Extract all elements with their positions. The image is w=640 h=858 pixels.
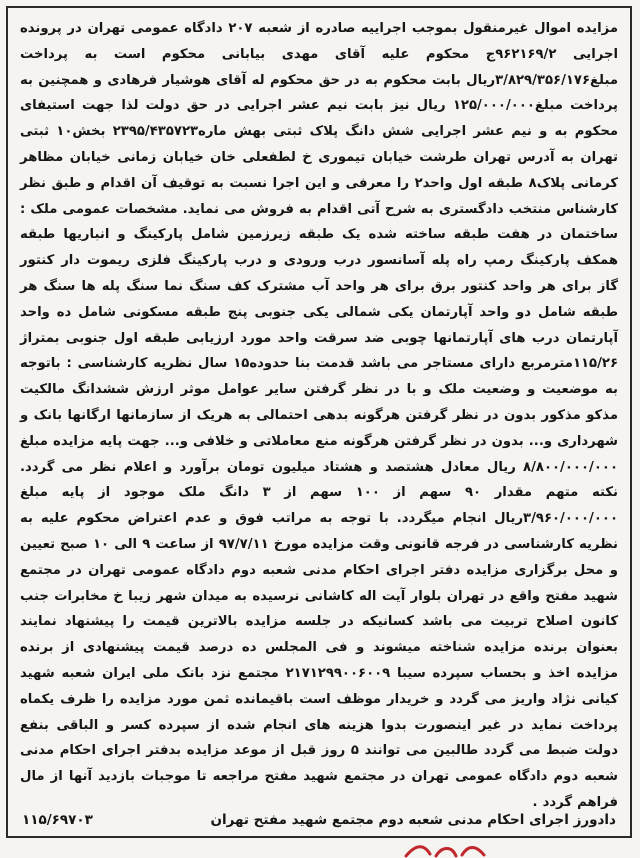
notice-footer bbox=[8, 808, 630, 830]
issuing-office-signature: دادورز اجرای احکام مدنی شعبه دوم مجتمع شهید مفتح تهران bbox=[210, 812, 616, 828]
red-handwriting-mark bbox=[402, 840, 492, 858]
auction-notice-body: مزایده اموال غیرمنقول بموجب اجراییه صادره از شعبه ۲۰۷ دادگاه عمومی تهران در پرونده اجرایی ۹۶۲۱۶۹/۲ج محکوم علیه آقای مهدی بیابانی محکوم است به پرداخت مبلغ۳/۸۲۹/۳۵۶/۱۷۶ریال بابت محکوم به در حق محکوم له آقای هوشیار فرهادی و همچنین به پرداخت مبلغ۱۲۵/۰۰۰/۰۰۰ ریال نیز بابت نیم عشر اجرایی در حق دولت لذا جهت استیفای محکوم به و نیم عشر اجرایی شش دانگ پلاک ثبتی بهش ماره۲۳۹۵/۴۳۵۷۲۳ بخش۱۰ ثبتی تهران به آدرس تهران طرشت خیابان تیموری خ لطفعلی خان خیابان زمانی خیابان مظاهر کرمانی پلاک۸ طبقه اول واحد۲ را معرفی و این اجرا نسبت به توقیف آن اقدام و طبق نظر کارشناس منتخب دادگستری به شرح آتی اقدام به فروش می نماید. مشخصات عمومی ملک : ساختمان در هفت طبقه ساخته شده یک طبقه زیرزمین شامل پارکینگ و انباریها طبقه همکف پارکینگ رمپ راه پله آسانسور درب ورودی و درب پارکینگ فلزی ریموت دار کنتور گاز برای هر واحد کنتور برق برای هر واحد آب مشترک کف سنگ نما سنگ پله ها سنگ هر طبقه شامل دو واحد آپارتمان یکی شمالی یکی جنوبی پنج طبقه مسکونی شامل ده واحد آپارتمان درب های آپارتمانها چوبی ضد سرقت واحد مورد ارزیابی طبقه اول جنوبی بمتراژ ۱۱۵/۲۶مترمربع دارای مستاجر می باشد قدمت بنا حدوده۱۵ سال نظریه کارشناسی : باتوجه به موضعیت و وضعیت ملک و با در نظر گرفتن سایر عوامل موثر ارزش ششدانگ مالکیت مذکو مذکور بدون در نظر گرفتن هرگونه بدهی احتمالی به هریک از سازمانها ارگانها بانک و شهرداری و... بدون در نظر گرفتن هرگونه منع معاملاتی و خلافی و... جهت پایه مزایده مبلغ ۸/۸۰۰/۰۰۰/۰۰۰ ریال معادل هشتصد و هشتاد میلیون تومان برآورد و اعلام نظر می گردد. نکته متهم مقدار ۹۰ سهم از ۱۰۰ سهم از ۳ دانگ ملک موجود از پایه مبلغ ۳/۹۶۰/۰۰۰/۰۰۰ریال انجام میگردد. با توجه به مراتب فوق و عدم اعتراض محکوم علیه به نظریه کارشناسی در فرجه قانونی وقت مزایده مورخ ۹۷/۷/۱۱ از ساعت ۹ الی ۱۰ صبح تعیین و محل برگزاری مزایده دفتر اجرای احکام مدنی شعبه دوم دادگاه عمومی تهران در مجتمع شهید مفتح واقع در تهران بلوار آیت اله کاشانی نرسیده به میدان شهر زیبا خ مخابرات جنب کانون اصلاح تربیت می باشد کسانیکه در جلسه مزایده بالاترین قیمت را پیشنهاد نمایند بعنوان برنده مزایده شناخته میشوند و فی المجلس ده درصد قیمت پیشنهادی از برنده مزایده اخذ و بحساب سپرده سیبا ۲۱۷۱۲۹۹۰۰۶۰۰۹ مجتمع نزد بانک ملی ایران شعبه شهید کیانی نژاد واریز می گردد و خریدار موظف است باقیمانده ثمن مورد مزایده را ظرف یکماه پرداخت نماید در غیر اینصورت بدوا هزینه های انجام شده از سپرده کسر و الباقی بنفع دولت ضبط می گردد طالبین می توانند ۵ روز قبل از موعد مزایده بدفتر اجرای احکام مدنی شعبه دوم دادگاه عمومی تهران در مجتمع شهید مفتح مراجعه تا موجبات بازدید آنها از مال فراهم گردد . bbox=[20, 21, 618, 810]
notice-frame bbox=[6, 6, 632, 838]
notice-reference-code: ۱۱۵/۶۹۷۰۳ bbox=[22, 812, 93, 828]
